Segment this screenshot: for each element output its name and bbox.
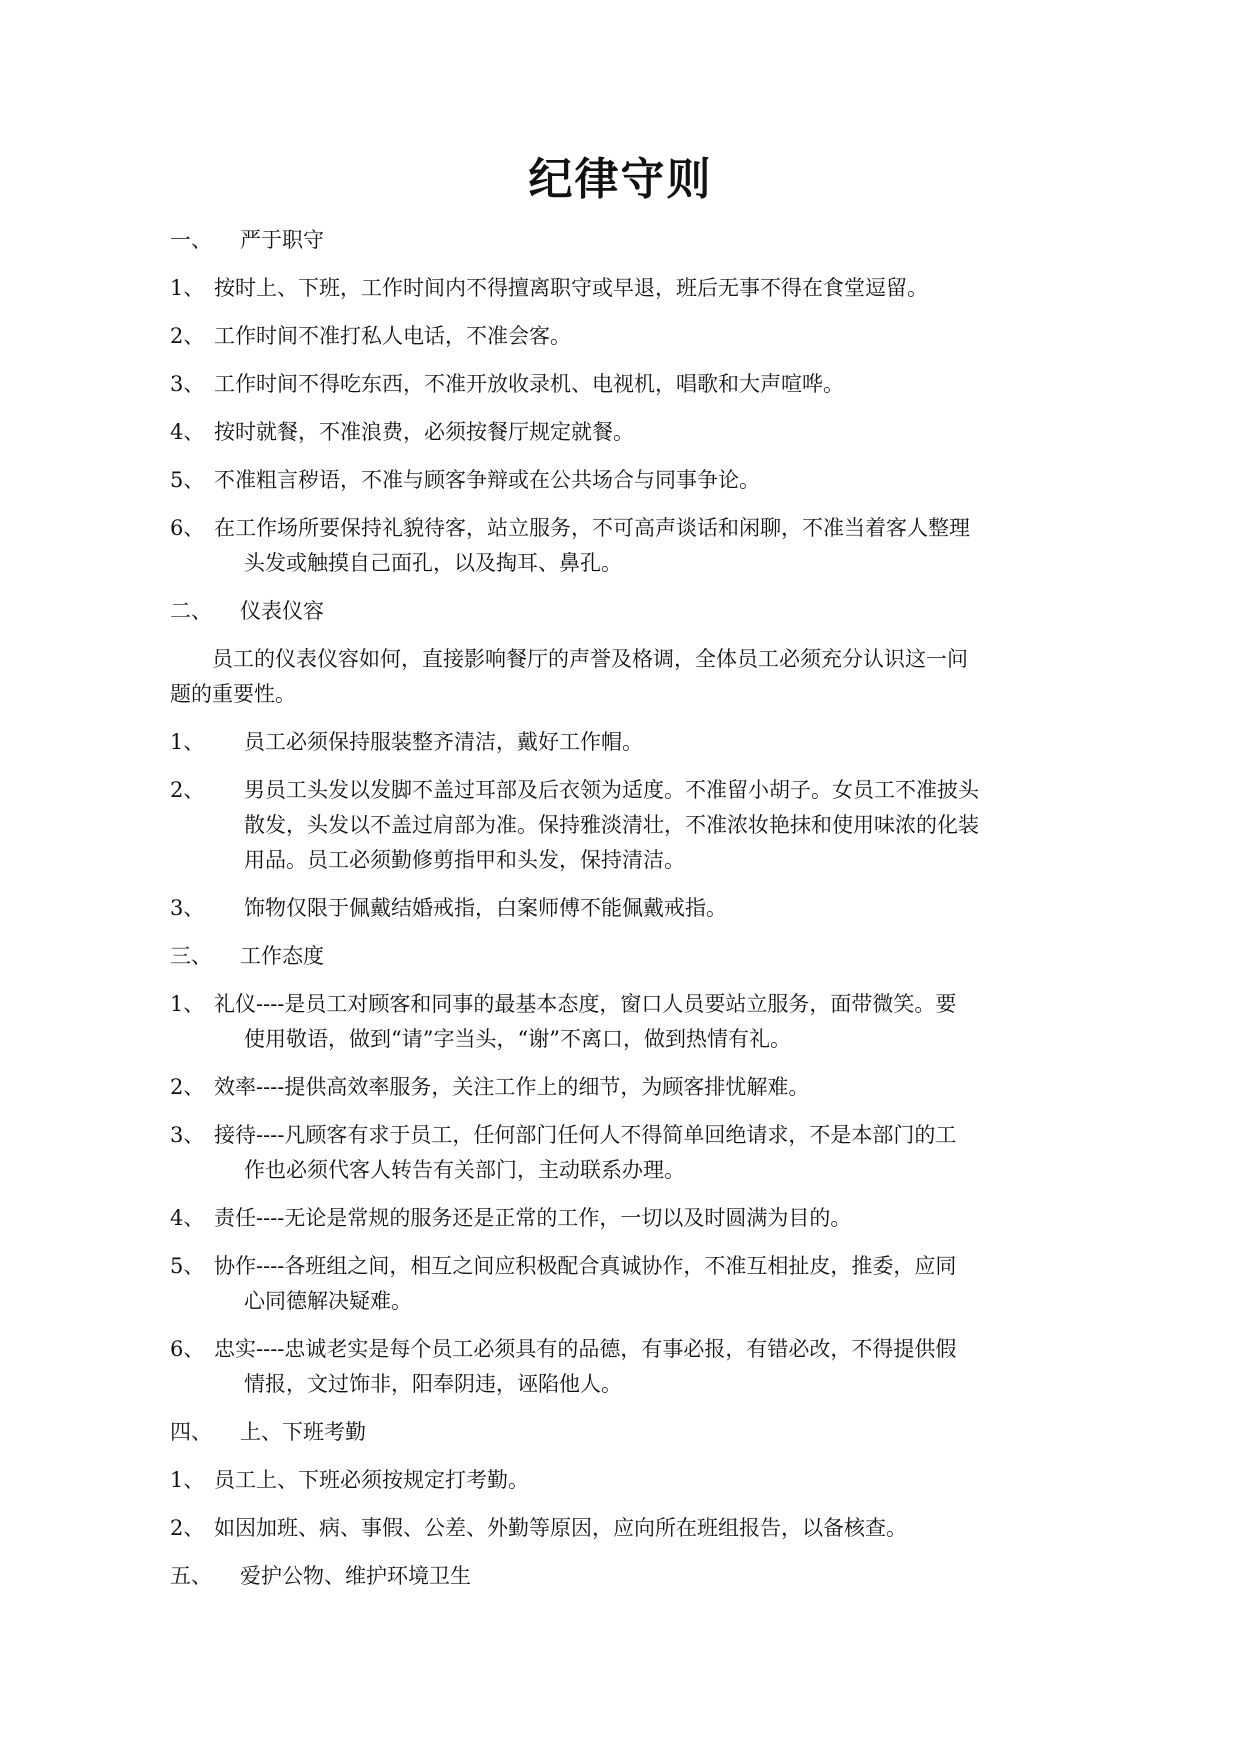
item-number: 1、 <box>170 730 205 754</box>
section-title: 工作态度 <box>240 944 324 968</box>
item-text: 按时就餐，不准浪费，必须按餐厅规定就餐。 <box>214 420 634 444</box>
section-title: 严于职守 <box>240 228 324 252</box>
item-text-line: 在工作场所要保持礼貌待客，站立服务，不可高声谈话和闲聊，不准当着客人整理 <box>214 516 970 540</box>
item-number: 1、 <box>170 276 205 300</box>
section-title: 仪表仪容 <box>240 599 324 623</box>
section-number: 三、 <box>170 944 212 968</box>
item-number: 5、 <box>170 1254 205 1278</box>
section-number: 一、 <box>170 228 212 252</box>
item-text: 按时上、下班，工作时间内不得擅离职守或早退，班后无事不得在食堂逗留。 <box>214 276 928 300</box>
item-text: 不准粗言秽语，不准与顾客争辩或在公共场合与同事争论。 <box>214 468 760 492</box>
item-number: 6、 <box>170 1337 205 1361</box>
item-number: 3、 <box>170 1123 205 1147</box>
item-text-line: 散发，头发以不盖过肩部为准。保持雅淡清壮，不准浓妆艳抹和使用味浓的化装 <box>244 813 979 837</box>
item-number: 2、 <box>170 1075 205 1099</box>
section-number: 五、 <box>170 1564 212 1588</box>
document-title: 纪律守则 <box>528 154 713 205</box>
item-text-line: 男员工头发以发脚不盖过耳部及后衣领为适度。不准留小胡子。女员工不准披头 <box>244 778 979 802</box>
item-number: 3、 <box>170 372 205 396</box>
item-text-line: 作也必须代客人转告有关部门，主动联系办理。 <box>244 1158 685 1182</box>
section-number: 四、 <box>170 1420 212 1444</box>
item-text: 效率----提供高效率服务，关注工作上的细节，为顾客排忧解难。 <box>214 1075 810 1099</box>
item-text: 饰物仅限于佩戴结婚戒指，白案师傅不能佩戴戒指。 <box>244 896 727 920</box>
item-text: 工作时间不得吃东西，不准开放收录机、电视机，唱歌和大声喧哗。 <box>214 372 844 396</box>
item-text: 员工上、下班必须按规定打考勤。 <box>214 1468 529 1492</box>
section-title: 上、下班考勤 <box>240 1420 366 1444</box>
item-text-line: 协作----各班组之间，相互之间应积极配合真诚协作，不准互相扯皮，推委，应同 <box>214 1254 957 1278</box>
intro-text-line: 员工的仪表仪容如何，直接影响餐厅的声誉及格调，全体员工必须充分认识这一问 <box>212 647 968 671</box>
item-text-line: 用品。员工必须勤修剪指甲和头发，保持清洁。 <box>244 848 685 872</box>
item-number: 3、 <box>170 896 205 920</box>
item-text: 责任----无论是常规的服务还是正常的工作，一切以及时圆满为目的。 <box>214 1206 852 1230</box>
item-number: 2、 <box>170 778 205 802</box>
item-text-line: 头发或触摸自己面孔，以及掏耳、鼻孔。 <box>244 551 622 575</box>
item-number: 2、 <box>170 324 205 348</box>
item-text-line: 接待----凡顾客有求于员工，任何部门任何人不得简单回绝请求，不是本部门的工 <box>214 1123 957 1147</box>
item-text: 工作时间不准打私人电话，不准会客。 <box>214 324 571 348</box>
item-number: 1、 <box>170 992 205 1016</box>
item-text: 如因加班、病、事假、公差、外勤等原因，应向所在班组报告，以备核查。 <box>214 1516 907 1540</box>
item-text-line: 忠实----忠诚老实是每个员工必须具有的品德，有事必报，有错必改，不得提供假 <box>214 1337 957 1361</box>
item-text-line: 情报，文过饰非，阳奉阴违，诬陷他人。 <box>244 1372 622 1396</box>
intro-text-line: 题的重要性。 <box>170 682 296 706</box>
item-number: 4、 <box>170 420 205 444</box>
item-text-line: 礼仪----是员工对顾客和同事的最基本态度，窗口人员要站立服务，面带微笑。要 <box>214 992 957 1016</box>
item-number: 5、 <box>170 468 205 492</box>
section-title: 爱护公物、维护环境卫生 <box>240 1564 471 1588</box>
item-number: 1、 <box>170 1468 205 1492</box>
item-text-line: 使用敬语，做到“请”字当头，“谢”不离口，做到热情有礼。 <box>244 1027 791 1051</box>
item-number: 4、 <box>170 1206 205 1230</box>
item-text: 员工必须保持服装整齐清洁，戴好工作帽。 <box>244 730 643 754</box>
item-text-line: 心同德解决疑难。 <box>244 1289 412 1313</box>
item-number: 6、 <box>170 516 205 540</box>
item-number: 2、 <box>170 1516 205 1540</box>
section-number: 二、 <box>170 599 212 623</box>
